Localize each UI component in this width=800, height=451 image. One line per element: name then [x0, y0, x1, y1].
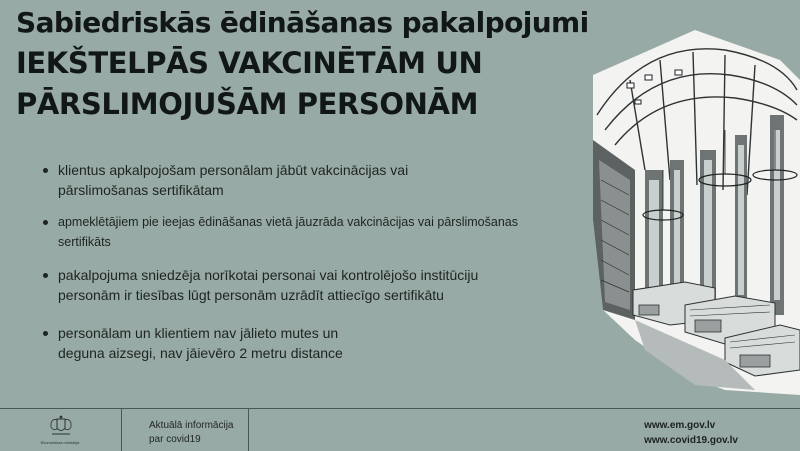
- info-line: Aktuālā informācija: [149, 420, 234, 431]
- list-item-line: pārslimošanas sertifikātam: [58, 182, 224, 198]
- bullet-icon: [43, 331, 48, 336]
- list-item: [40, 212, 598, 252]
- list-item-line: personām ir tiesības lūgt personām uzrādīt attiecīgo sertifikātu: [58, 287, 444, 303]
- list-item: [40, 265, 598, 305]
- em-link[interactable]: www.em.gov.lv: [644, 420, 716, 431]
- page-title: [16, 2, 656, 125]
- coat-of-arms-icon: [48, 415, 74, 437]
- list-item-line: pakalpojuma sniedzēja norīkotai personai vai kontrolējošo institūciju: [58, 267, 479, 283]
- bullet-icon: [43, 273, 48, 278]
- list-item-line: sertifikāts: [58, 235, 111, 249]
- ministry-name: Ekonomikas ministrija: [40, 440, 80, 445]
- title-line-3: PĀRSLIMOJUŠĀM PERSONĀM: [16, 87, 479, 121]
- list-item-line: personālam un klientiem nav jālieto mutes un: [58, 325, 339, 341]
- bullet-icon: [43, 168, 48, 173]
- info-text: [149, 419, 233, 447]
- info-cell: [122, 409, 249, 451]
- title-line-2: IEKŠTELPĀS VAKCINĒTĀM UN: [16, 46, 483, 80]
- list-item: [40, 160, 598, 200]
- bullet-icon: [43, 220, 48, 225]
- restaurant-interior-illustration: [575, 20, 800, 395]
- footer: [0, 408, 800, 451]
- list-item: [40, 323, 598, 363]
- title-line-1: Sabiedriskās ēdināšanas pakalpojumi: [16, 6, 589, 39]
- list-item-line: klientus apkalpojošam personālam jābūt vakcinācijas vai: [58, 162, 409, 178]
- covid19-link[interactable]: www.covid19.gov.lv: [644, 435, 738, 446]
- list-item-line: apmeklētājiem pie ieejas ēdināšanas vietā jāuzrāda vakcinācijas vai pārslimošanas: [58, 215, 518, 229]
- info-line: par covid19: [149, 434, 201, 445]
- footer-links: [644, 418, 738, 448]
- ministry-logo: [0, 409, 122, 451]
- list-item-line: deguna aizsegi, nav jāievēro 2 metru distance: [58, 345, 343, 361]
